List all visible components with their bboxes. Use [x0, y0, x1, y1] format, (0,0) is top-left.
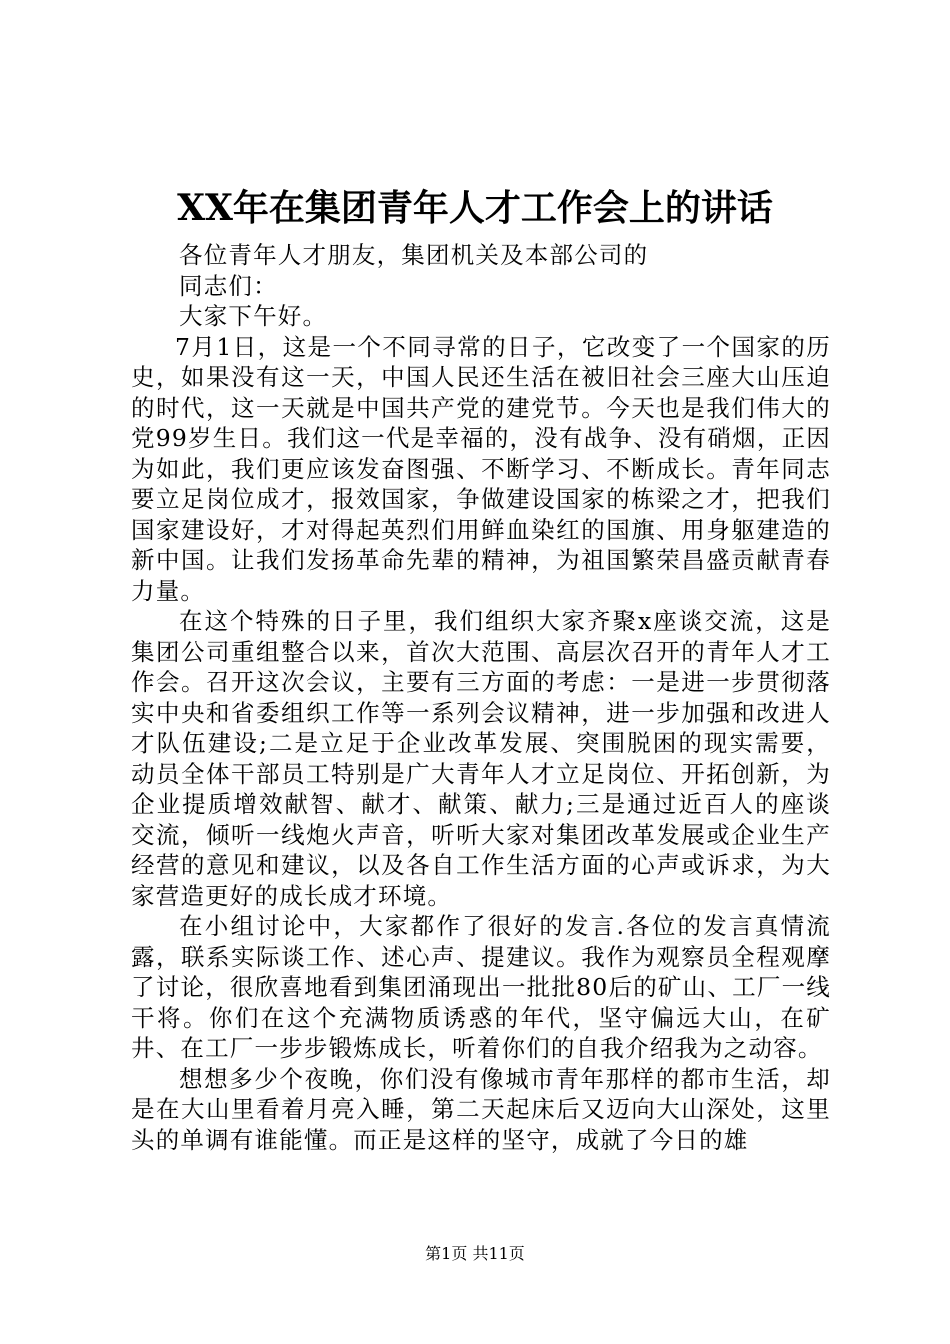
paragraph-3: 在小组讨论中，大家都作了很好的发言.各位的发言真情流露，联系实际谈工作、述心声、提建议。我作为观察员全程观摩了讨论，很欣喜地看到集团涌现出一批批80后的矿山、工厂一线干将。你们在这个充满物质诱惑的年代，坚守偏远大山，在矿井、在工厂一步步锻炼成长，听着你们的自我介绍我为之动容。 — [131, 912, 831, 1062]
greeting-line-2: 同志们： — [179, 271, 278, 300]
paragraph-2: 在这个特殊的日子里，我们组织大家齐聚x座谈交流，这是集团公司重组整合以来，首次大范围、高层次召开的青年人才工作会。召开这次会议，主要有三方面的考虑：一是进一步贯彻落实中央和省委组织工作等一系列会议精神，进一步加强和改进人才队伍建设;二是立足于企业改革发展、突围脱困的现实需要，动员全体干部员工特别是广大青年人才立足岗位、开拓创新，为企业提质增效献智、献才、献策、献力;三是通过近百人的座谈交流，倾听一线炮火声音，听听大家对集团改革发展或企业生产经营的意见和建议，以及各自工作生活方面的心声或诉求，为大家营造更好的成长成才环境。 — [131, 607, 831, 910]
page-footer: 第1页 共11页 — [425, 1244, 525, 1263]
paragraph-4: 想想多少个夜晚，你们没有像城市青年那样的都市生活，却是在大山里看着月亮入睡，第二天起床后又迈向大山深处，这里头的单调有谁能懂。而正是这样的坚守，成就了今日的雄 — [131, 1064, 831, 1154]
document-title: XX年在集团青年人才工作会上的讲话 — [177, 187, 773, 229]
salutation: 大家下午好。 — [179, 302, 328, 330]
document-body — [131, 240, 831, 1155]
paragraph-1: 7月1日，这是一个不同寻常的日子，它改变了一个国家的历史，如果没有这一天，中国人民还生活在被旧社会三座大山压迫的时代，这一天就是中国共产党的建党节。今天也是我们伟大的党99岁生日。我们这一代是幸福的，没有战争、没有硝烟，正因为如此，我们更应该发奋图强、不断学习、不断成长。青年同志要立足岗位成才，报效国家，争做建设国家的栋梁之才，把我们国家建设好，才对得起英烈们用鲜血染红的国旗、用身躯建造的新中国。让我们发扬革命先辈的精神，为祖国繁荣昌盛贡献青春力量。 — [131, 332, 831, 605]
greeting-line-1: 各位青年人才朋友，集团机关及本部公司的 — [179, 241, 649, 269]
